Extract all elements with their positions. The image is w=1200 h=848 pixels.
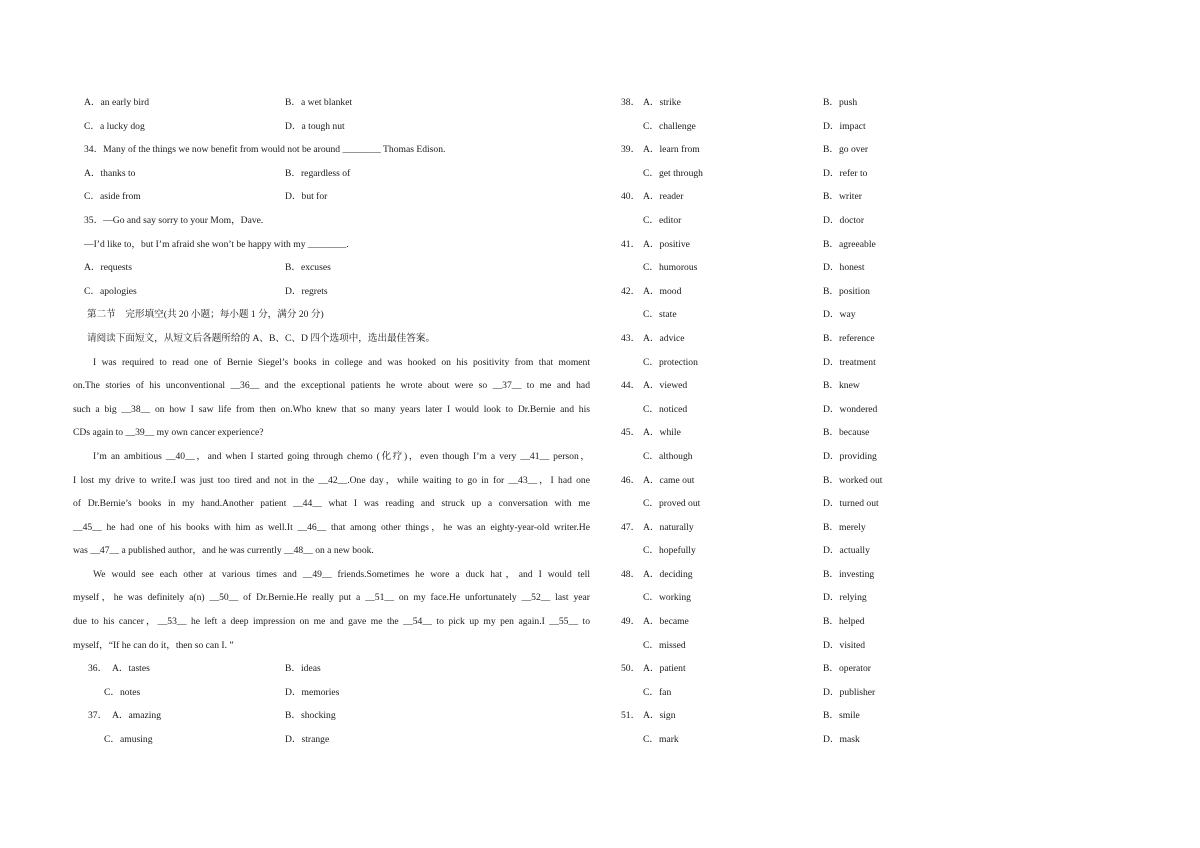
question-number: 47． <box>621 521 641 533</box>
question-number: 45． <box>621 427 641 439</box>
option-c: C．fan <box>643 686 672 698</box>
option-b: B．a wet blanket <box>285 97 353 108</box>
option-row <box>615 681 915 705</box>
passage-line: myself，“If he can do it，then so can I. ” <box>73 639 234 651</box>
option-b: B．position <box>823 285 870 297</box>
option-row <box>615 539 915 563</box>
question-number: 41． <box>621 238 641 250</box>
question-36 <box>73 657 590 681</box>
option-c: C．although <box>643 450 693 462</box>
question-number: 51． <box>621 710 641 722</box>
passage-line: myself，he was definitely a(n) __50__ of Dr.Bernie.He really put a __51__ on my face.He unfortunately __52__ last year <box>73 592 590 604</box>
option-row <box>615 492 915 516</box>
option-b: B．worked out <box>823 474 883 486</box>
passage-line: CDs again to __39__ my own cancer experience? <box>73 427 264 439</box>
question-39 <box>615 138 915 162</box>
option-d: D．turned out <box>823 498 879 510</box>
option-a: A．became <box>643 616 689 628</box>
option-row <box>615 728 915 752</box>
question-number: 48． <box>621 568 641 580</box>
question-number: 49． <box>621 616 641 628</box>
question-40 <box>615 185 915 209</box>
question-number: 50． <box>621 663 641 675</box>
option-a: A．an early bird <box>84 97 150 108</box>
option-d: D．relying <box>823 592 867 604</box>
question-35-reply: —I’d like to，but I’m afraid she won’t be happy with my ________. <box>84 238 349 250</box>
section-instruction: 请阅读下面短文，从短文后各题所给的 A、B、C、D 四个选项中，选出最佳答案。 <box>87 332 436 344</box>
option-c: C．mark <box>643 734 679 746</box>
option-a: A．thanks to <box>84 167 136 179</box>
option-b: B．reference <box>823 332 875 344</box>
option-a: A．strike <box>643 97 681 108</box>
passage-line: was __47__ a published author，and he was currently __48__ on a new book. <box>73 545 374 557</box>
question-46 <box>615 469 915 493</box>
option-d: D．regrets <box>285 285 328 297</box>
option-row <box>73 280 590 304</box>
option-c: C．apologies <box>84 285 137 297</box>
option-b: B．knew <box>823 380 860 392</box>
option-b: B．writer <box>823 191 862 203</box>
question-43 <box>615 327 915 351</box>
option-b: B．go over <box>823 144 869 156</box>
option-a: A．reader <box>643 191 684 203</box>
option-b: B．smile <box>823 710 860 722</box>
passage-line: __45__ he had one of his books with him as well.It __46__ that among other things，he was an eighty-year-old writer.He <box>73 521 590 533</box>
option-a: A．naturally <box>643 521 694 533</box>
option-d: D．memories <box>285 686 340 698</box>
question-34-stem: 34．Many of the things we now benefit from would not be around ________ Thomas Edison. <box>84 144 446 156</box>
left-column <box>73 91 590 752</box>
option-row <box>615 398 915 422</box>
option-b: B．agreeable <box>823 238 876 250</box>
option-b: B．operator <box>823 663 871 675</box>
option-c: C．editor <box>643 214 682 226</box>
option-a: A．learn from <box>643 144 700 156</box>
option-d: D．publisher <box>823 686 876 698</box>
option-a: A．amazing <box>112 710 162 722</box>
option-d: D．treatment <box>823 356 876 368</box>
question-number: 39． <box>621 144 641 156</box>
option-d: D．visited <box>823 639 866 651</box>
option-c: C．get through <box>643 167 703 179</box>
option-c: C．humorous <box>643 262 698 274</box>
question-number: 42． <box>621 285 641 297</box>
option-b: B．push <box>823 97 858 108</box>
option-d: D．wondered <box>823 403 878 415</box>
question-number: 37． <box>88 710 108 722</box>
option-row <box>615 351 915 375</box>
option-row <box>615 209 915 233</box>
option-d: D．way <box>823 309 856 321</box>
option-row <box>615 256 915 280</box>
option-b: B．merely <box>823 521 866 533</box>
option-d: D．impact <box>823 120 866 132</box>
option-row <box>73 728 590 752</box>
option-d: D．strange <box>285 734 330 746</box>
option-a: A．requests <box>84 262 132 274</box>
question-35-stem: 35．—Go and say sorry to your Mom，Dave. <box>84 214 264 226</box>
question-38 <box>615 91 915 115</box>
option-c: C．notes <box>104 686 141 698</box>
option-a: A．advice <box>643 332 685 344</box>
option-c: C．missed <box>643 639 686 651</box>
question-number: 44． <box>621 380 641 392</box>
option-d: D．actually <box>823 545 870 557</box>
option-d: D．honest <box>823 262 865 274</box>
question-42 <box>615 280 915 304</box>
passage-line: such a big __38__ on how I saw life from then on.Who knew that so many years later I would look to Dr.Bernie and his <box>73 403 590 415</box>
question-44 <box>615 374 915 398</box>
option-b: B．ideas <box>285 663 321 675</box>
option-c: C．working <box>643 592 691 604</box>
option-row <box>615 586 915 610</box>
question-47 <box>615 516 915 540</box>
question-number: 43． <box>621 332 641 344</box>
question-49 <box>615 610 915 634</box>
question-51 <box>615 704 915 728</box>
option-b: B．excuses <box>285 262 331 274</box>
option-c: C．aside from <box>84 191 141 203</box>
option-a: A．deciding <box>643 568 693 580</box>
option-c: C．amusing <box>104 734 153 746</box>
option-row <box>73 185 590 209</box>
option-a: A．positive <box>643 238 690 250</box>
option-row <box>615 162 915 186</box>
question-number: 38． <box>621 97 641 108</box>
option-c: C．a lucky dog <box>84 120 145 132</box>
option-row <box>615 634 915 658</box>
option-d: D．mask <box>823 734 860 746</box>
question-41 <box>615 233 915 257</box>
option-a: A．tastes <box>112 663 150 675</box>
option-d: D．but for <box>285 191 328 203</box>
section-heading: 第二节 完形填空(共 20 小题；每小题 1 分，满分 20 分) <box>87 309 324 321</box>
option-row <box>615 445 915 469</box>
passage-line: We would see each other at various times and __49__ friends.Sometimes he wore a duck hat，and I would tell <box>93 568 590 580</box>
passage-line: I’m an ambitious __40__，and when I started going through chemo (化疗)，even though I’m a very __41__ person， <box>93 450 590 462</box>
option-d: D．a tough nut <box>285 120 345 132</box>
question-37 <box>73 704 590 728</box>
option-c: C．challenge <box>643 120 696 132</box>
question-50 <box>615 657 915 681</box>
passage-line: due to his cancer，__53__ he left a deep impression on me and gave me the __54__ to pick up my pen again.I __55__ to <box>73 616 590 628</box>
right-column <box>615 91 915 752</box>
option-row <box>73 681 590 705</box>
passage-line: on.The stories of his unconventional __36__ and the exceptional patients he wrote about were so __37__ to me and had <box>73 380 590 392</box>
option-row <box>73 256 590 280</box>
option-b: B．helped <box>823 616 865 628</box>
option-row <box>615 303 915 327</box>
option-b: B．regardless of <box>285 167 351 179</box>
option-d: D．providing <box>823 450 877 462</box>
option-row <box>73 162 590 186</box>
option-b: B．investing <box>823 568 875 580</box>
question-45 <box>615 421 915 445</box>
option-c: C．noticed <box>643 403 688 415</box>
option-b: B．because <box>823 427 870 439</box>
passage-line: I lost my drive to write.I was just too tired and not in the __42__.One day，while waiting to go in for __43__，I had one <box>73 474 590 486</box>
option-d: D．refer to <box>823 167 868 179</box>
option-a: A．patient <box>643 663 686 675</box>
option-c: C．protection <box>643 356 698 368</box>
option-a: A．sign <box>643 710 676 722</box>
option-row <box>73 91 590 115</box>
question-number: 36． <box>88 663 108 675</box>
passage-line: I was required to read one of Bernie Siegel’s books in college and was hooked on his positivity from that moment <box>93 356 590 368</box>
option-a: A．viewed <box>643 380 688 392</box>
option-c: C．state <box>643 309 677 321</box>
question-48 <box>615 563 915 587</box>
option-row <box>73 115 590 139</box>
option-c: C．proved out <box>643 498 701 510</box>
option-a: A．mood <box>643 285 682 297</box>
option-row <box>615 115 915 139</box>
option-a: A．while <box>643 427 681 439</box>
option-d: D．doctor <box>823 214 865 226</box>
option-c: C．hopefully <box>643 545 696 557</box>
question-number: 40． <box>621 191 641 203</box>
option-a: A．came out <box>643 474 695 486</box>
question-number: 46． <box>621 474 641 486</box>
option-b: B．shocking <box>285 710 336 722</box>
passage-line: of Dr.Bernie’s books in my hand.Another patient __44__ what I was reading and struck up a conversation with me <box>73 498 590 510</box>
